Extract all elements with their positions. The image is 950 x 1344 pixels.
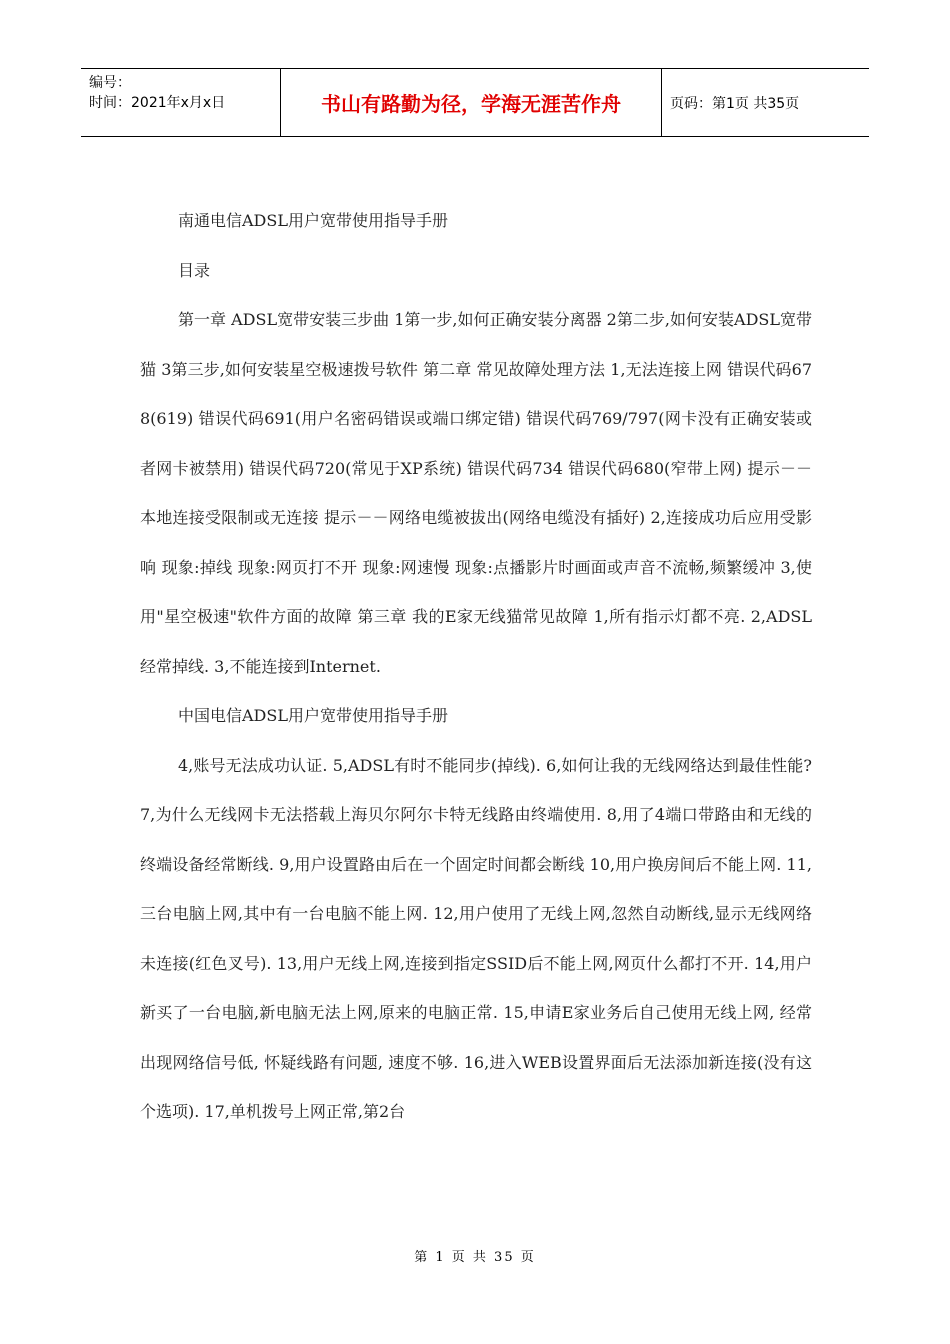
toc-paragraph: 第一章 ADSL宽带安装三步曲 1第一步,如何正确安装分离器 2第二步,如何安装ADSL宽带猫 3第三步,如何安装星空极速拨号软件 第二章 常见故障处理方法 1,无法连接上网 错误代码678(619) 错误代码691(用户名密码错误或端口绑定错) 错误代码769/797(网卡没有正确安装或者网卡被禁用) 错误代码720(常见于XP系统) 错误代码734 错误代码680(窄带上网) 提示－－本地连接受限制或无连接 提示－－网络电缆被拔出(网络电缆没有插好) 2,连接成功后应用受影响 现象:掉线 现象:网页打不开 现象:网速慢 现象:点播影片时画面或声音不流畅,频繁缓冲 3,使用"星空极速"软件方面的故障 第三章 我的E家无线猫常见故障 1,所有指示灯都不亮. 2,ADSL经常掉线. 3,不能连接到Internet. (140, 310, 812, 676)
toc-paragraph-continued: 4,账号无法成功认证. 5,ADSL有时不能同步(掉线). 6,如何让我的无线网络达到最佳性能? 7,为什么无线网卡无法搭载上海贝尔阿尔卡特无线路由终端使用. 8,用了4端口带路由和无线的终端设备经常断线. 9,用户设置路由后在一个固定时间都会断线 10,用户换房间后不能上网. 11,三台电脑上网,其中有一台电脑不能上网. 12,用户使用了无线上网,忽然自动断线,显示无线网络未连接(红色叉号). 13,用户无线上网,连接到指定SSID后不能上网,网页什么都打不开. 14,用户新买了一台电脑,新电脑无法上网,原来的电脑正常. 15,申请E家业务后自己使用无线上网, 经常出现网络信号低, 怀疑线路有问题, 速度不够. 16,进入WEB设置界面后无法添加新连接(没有这个选项). 17,单机拨号上网正常,第2台 (140, 755, 812, 1121)
document-number-label: 编号： (89, 75, 131, 91)
document-body (140, 196, 812, 1137)
toc-heading: 目录 (178, 260, 211, 280)
header-page-indicator: 页码：第1页 共35页 (670, 95, 800, 112)
page-footer: 第 1 页 共 35 页 (414, 1250, 536, 1265)
section-title: 中国电信ADSL用户宽带使用指导手册 (178, 706, 448, 725)
document-date-label: 时间：2021年x月x日 (89, 95, 226, 111)
header-motto: 书山有路勤为径，学海无涯苦作舟 (281, 69, 662, 136)
header-meta (81, 69, 281, 136)
header-table (81, 68, 869, 137)
document-title: 南通电信ADSL用户宽带使用指导手册 (178, 211, 448, 230)
